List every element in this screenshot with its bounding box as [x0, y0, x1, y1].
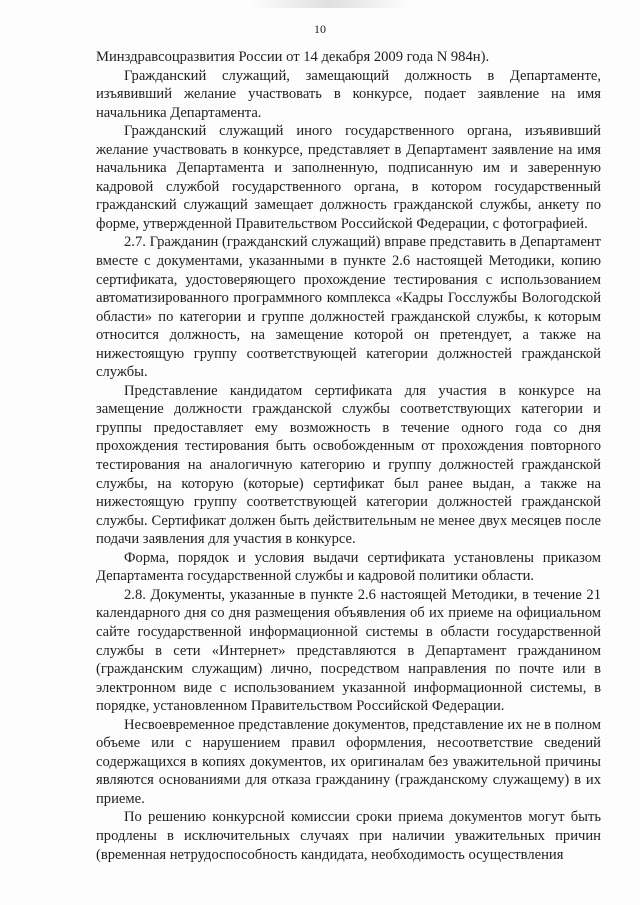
- page-number: 10: [314, 22, 326, 36]
- paragraph: Минздравсоцразвития России от 14 декабря 2009 года N 984н).: [96, 49, 490, 65]
- paragraph: 2.7. Гражданин (гражданский служащий) вправе представить в Департамент вместе с документами, указанными в пункте 2.6 настоящей Методики, копию сертификата, удостоверяющего прохождение тестирования с использованием автоматизированного программного комплекса «Кадры Госслужбы Вологодской области» по категории и группе должностей гражданской службы, к которым относится должность, на замещение которой он претендует, а также на нижестоящую группу соответствующей категории должностей гражданской службы.: [96, 234, 601, 381]
- paragraph: Представление кандидатом сертификата для участия в конкурсе на замещение должности гражданской службы соответствующих категории и группы предоставляет ему возможность в течение одного года со дня прохождения тестирования быть освобожденным от прохождения повторного тестирования на аналогичную категорию и группу должностей гражданской службы, на которую (которые) сертификат был ранее выдан, а также на нижестоящую группу соответствующей категории должностей гражданской службы. Сертификат должен быть действительным не менее двух месяцев после подачи заявления для участия в конкурсе.: [96, 382, 601, 548]
- paragraph: Форма, порядок и условия выдачи сертификата установлены приказом Департамента государственной службы и кадровой политики области.: [96, 549, 601, 585]
- scan-artifact: [250, 0, 410, 8]
- body-text: [96, 48, 601, 864]
- paragraph: Гражданский служащий иного государственного органа, изъявивший желание участвовать в конкурсе, представляет в Департамент заявление на имя начальника Департамента и заполненную, подписанную им и заверенную кадровой службой государственного органа, в котором государственный гражданский служащий замещает должность гражданской службы, анкету по форме, утвержденной Правительством Российской Федерации, с фотографией.: [96, 123, 601, 232]
- paragraph: По решению конкурсной комиссии сроки приема документов могут быть продлены в исключительных случаях при наличии уважительных причин (временная нетрудоспособность кандидата, необходимость осуществления: [96, 809, 601, 863]
- paragraph: Несвоевременное представление документов, представление их не в полном объеме или с нарушением правил оформления, несоответствие сведений содержащихся в копиях документов, их оригиналам без уважительной причины являются основаниями для отказа гражданину (гражданскому служащему) в их приеме.: [96, 716, 601, 807]
- paragraph: 2.8. Документы, указанные в пункте 2.6 настоящей Методики, в течение 21 календарного дня со дня размещения объявления об их приеме на официальном сайте государственной информационной системы в области государственной службы в сети «Интернет» представляются в Департамент гражданином (гражданским служащим) лично, посредством направления по почте или в электронном виде с использованием указанной информационной системы, в порядке, установленном Правительством Российской Федерации.: [96, 586, 601, 715]
- paragraph: Гражданский служащий, замещающий должность в Департаменте, изъявивший желание участвовать в конкурсе, подает заявление на имя начальника Департамента.: [96, 67, 601, 121]
